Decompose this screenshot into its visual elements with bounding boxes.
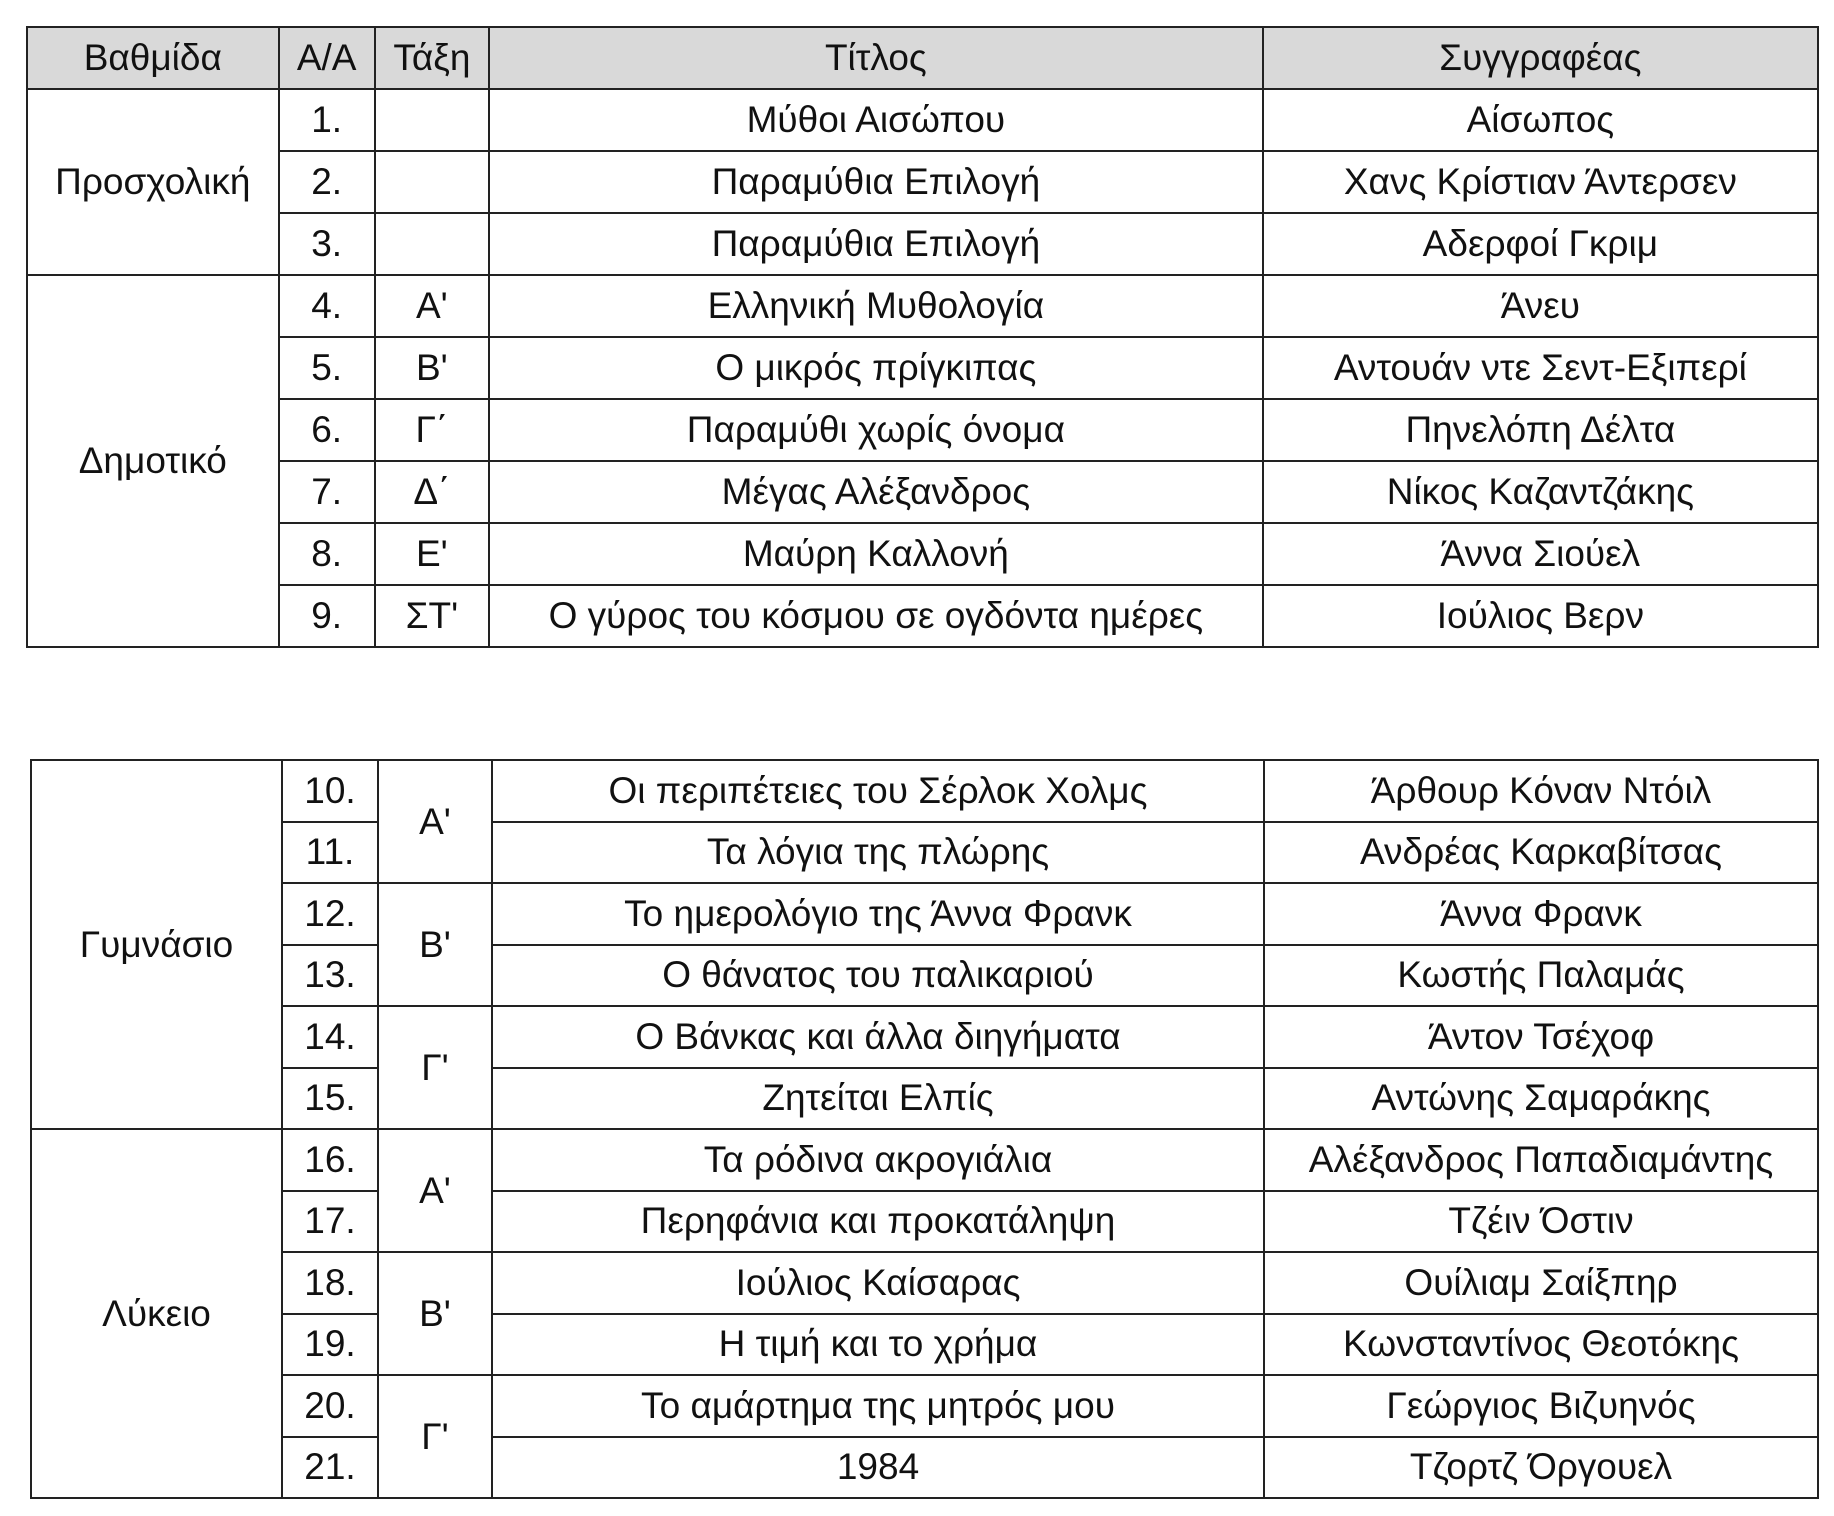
- number-cell: 10.: [282, 760, 378, 822]
- table-row: [31, 1314, 1818, 1376]
- title-cell: Ιούλιος Καίσαρας: [492, 1252, 1264, 1314]
- number-cell: 2.: [279, 151, 375, 213]
- title-cell: Μαύρη Καλλονή: [489, 523, 1263, 585]
- class-cell: Β': [375, 337, 489, 399]
- table-row: [27, 523, 1818, 585]
- number-cell: 21.: [282, 1437, 378, 1499]
- class-cell: Γ': [378, 1375, 492, 1498]
- table-row: [31, 1437, 1818, 1499]
- number-cell: 11.: [282, 822, 378, 884]
- number-cell: 6.: [279, 399, 375, 461]
- title-cell: Παραμύθια Επιλογή: [489, 213, 1263, 275]
- author-cell: Κωνσταντίνος Θεοτόκης: [1264, 1314, 1818, 1376]
- table-row: [27, 399, 1818, 461]
- table-row: [31, 1129, 1818, 1191]
- title-cell: Ο Βάνκας και άλλα διηγήματα: [492, 1006, 1264, 1068]
- title-cell: Παραμύθια Επιλογή: [489, 151, 1263, 213]
- level-cell: Δημοτικό: [27, 275, 279, 647]
- table-row: [31, 1191, 1818, 1253]
- header-number: Α/Α: [279, 27, 375, 89]
- number-cell: 12.: [282, 883, 378, 945]
- table-row: [31, 945, 1818, 1007]
- author-cell: Άννα Φρανκ: [1264, 883, 1818, 945]
- author-cell: Αδερφοί Γκριμ: [1263, 213, 1818, 275]
- table-row: [27, 213, 1818, 275]
- number-cell: 13.: [282, 945, 378, 1007]
- title-cell: 1984: [492, 1437, 1264, 1499]
- header-level: Βαθμίδα: [27, 27, 279, 89]
- header-class: Τάξη: [375, 27, 489, 89]
- author-cell: Αίσωπος: [1263, 89, 1818, 151]
- number-cell: 17.: [282, 1191, 378, 1253]
- class-cell: [375, 213, 489, 275]
- title-cell: Το ημερολόγιο της Άννα Φρανκ: [492, 883, 1264, 945]
- class-cell: [375, 151, 489, 213]
- table-row: [31, 1068, 1818, 1130]
- table-row: [31, 1375, 1818, 1437]
- author-cell: Ουίλιαμ Σαίξπηρ: [1264, 1252, 1818, 1314]
- author-cell: Άρθουρ Κόναν Ντόιλ: [1264, 760, 1818, 822]
- table-row: [27, 275, 1818, 337]
- author-cell: Νίκος Καζαντζάκης: [1263, 461, 1818, 523]
- class-cell: Β': [378, 1252, 492, 1375]
- title-cell: Ζητείται Ελπίς: [492, 1068, 1264, 1130]
- author-cell: Άννα Σιούελ: [1263, 523, 1818, 585]
- class-cell: Γ': [378, 1006, 492, 1129]
- class-cell: Α': [375, 275, 489, 337]
- author-cell: Τζορτζ Όργουελ: [1264, 1437, 1818, 1499]
- number-cell: 16.: [282, 1129, 378, 1191]
- author-cell: Χανς Κρίστιαν Άντερσεν: [1263, 151, 1818, 213]
- author-cell: Τζέιν Όστιν: [1264, 1191, 1818, 1253]
- title-cell: Οι περιπέτειες του Σέρλοκ Χολμς: [492, 760, 1264, 822]
- title-cell: Τα ρόδινα ακρογιάλια: [492, 1129, 1264, 1191]
- class-cell: Α': [378, 1129, 492, 1252]
- author-cell: Αντουάν ντε Σεντ-Εξιπερί: [1263, 337, 1818, 399]
- level-cell: Προσχολική: [27, 89, 279, 275]
- class-cell: Γ΄: [375, 399, 489, 461]
- reading-list-table-primary: [26, 26, 1819, 648]
- header-author: Συγγραφέας: [1263, 27, 1818, 89]
- table-row: [27, 585, 1818, 647]
- number-cell: 9.: [279, 585, 375, 647]
- author-cell: Άνευ: [1263, 275, 1818, 337]
- title-cell: Ο γύρος του κόσμου σε ογδόντα ημέρες: [489, 585, 1263, 647]
- number-cell: 4.: [279, 275, 375, 337]
- level-cell: Λύκειο: [31, 1129, 282, 1498]
- table-row: [27, 337, 1818, 399]
- number-cell: 18.: [282, 1252, 378, 1314]
- class-cell: [375, 89, 489, 151]
- table-row: [31, 1252, 1818, 1314]
- table-row: [27, 461, 1818, 523]
- title-cell: Ο μικρός πρίγκιπας: [489, 337, 1263, 399]
- class-cell: Α': [378, 760, 492, 883]
- author-cell: Ιούλιος Βερν: [1263, 585, 1818, 647]
- number-cell: 15.: [282, 1068, 378, 1130]
- author-cell: Αντώνης Σαμαράκης: [1264, 1068, 1818, 1130]
- number-cell: 7.: [279, 461, 375, 523]
- header-title: Τίτλος: [489, 27, 1263, 89]
- number-cell: 1.: [279, 89, 375, 151]
- table-row: [31, 883, 1818, 945]
- author-cell: Γεώργιος Βιζυηνός: [1264, 1375, 1818, 1437]
- author-cell: Αλέξανδρος Παπαδιαμάντης: [1264, 1129, 1818, 1191]
- reading-list-table-secondary: [30, 759, 1819, 1499]
- author-cell: Άντον Τσέχοφ: [1264, 1006, 1818, 1068]
- title-cell: Ο θάνατος του παλικαριού: [492, 945, 1264, 1007]
- level-cell: Γυμνάσιο: [31, 760, 282, 1129]
- title-cell: Μέγας Αλέξανδρος: [489, 461, 1263, 523]
- title-cell: Τα λόγια της πλώρης: [492, 822, 1264, 884]
- title-cell: Περηφάνια και προκατάληψη: [492, 1191, 1264, 1253]
- title-cell: Μύθοι Αισώπου: [489, 89, 1263, 151]
- table-row: [31, 1006, 1818, 1068]
- table-row: [31, 760, 1818, 822]
- title-cell: Το αμάρτημα της μητρός μου: [492, 1375, 1264, 1437]
- class-cell: Ε': [375, 523, 489, 585]
- number-cell: 20.: [282, 1375, 378, 1437]
- class-cell: Β': [378, 883, 492, 1006]
- number-cell: 8.: [279, 523, 375, 585]
- number-cell: 14.: [282, 1006, 378, 1068]
- number-cell: 19.: [282, 1314, 378, 1376]
- title-cell: Παραμύθι χωρίς όνομα: [489, 399, 1263, 461]
- table-row: [27, 89, 1818, 151]
- author-cell: Ανδρέας Καρκαβίτσας: [1264, 822, 1818, 884]
- number-cell: 5.: [279, 337, 375, 399]
- class-cell: Δ΄: [375, 461, 489, 523]
- author-cell: Πηνελόπη Δέλτα: [1263, 399, 1818, 461]
- table-row: [27, 151, 1818, 213]
- header-row: [27, 27, 1818, 89]
- title-cell: Η τιμή και το χρήμα: [492, 1314, 1264, 1376]
- number-cell: 3.: [279, 213, 375, 275]
- class-cell: ΣΤ': [375, 585, 489, 647]
- author-cell: Κωστής Παλαμάς: [1264, 945, 1818, 1007]
- table-row: [31, 822, 1818, 884]
- title-cell: Ελληνική Μυθολογία: [489, 275, 1263, 337]
